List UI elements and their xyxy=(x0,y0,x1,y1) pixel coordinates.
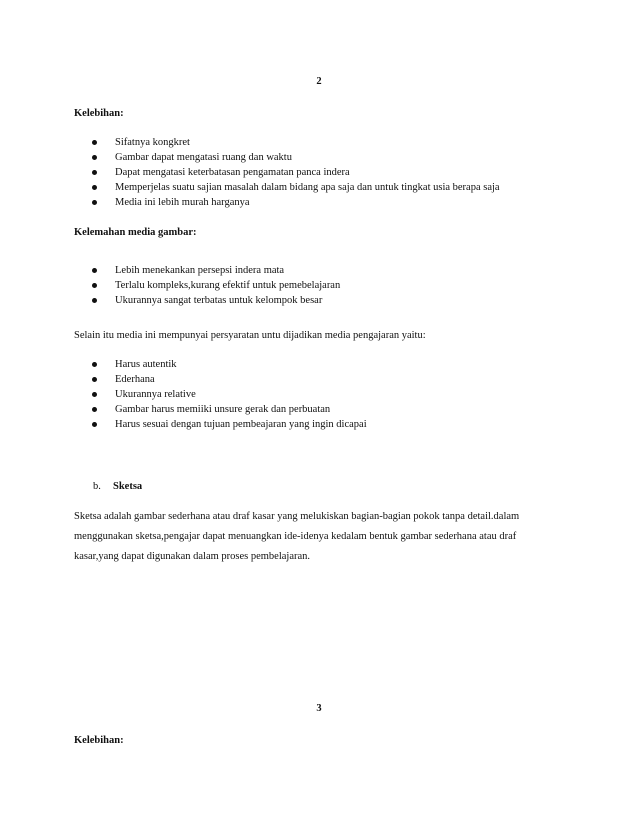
list-item: Gambar harus memiiki unsure gerak dan perbuatan xyxy=(91,402,367,417)
list-item: Gambar dapat mengatasi ruang dan waktu xyxy=(91,150,500,165)
bullet-icon xyxy=(92,185,97,190)
page-number: 2 xyxy=(316,76,322,87)
bullet-icon xyxy=(92,298,97,303)
bullet-icon xyxy=(92,392,97,397)
list-item: Dapat mengatasi keterbatasan pengamatan panca indera xyxy=(91,165,500,180)
section-letter: b. xyxy=(93,481,101,492)
kelebihan-heading: Kelebihan: xyxy=(74,735,124,746)
list-item: Media ini lebih murah harganya xyxy=(91,195,500,210)
sketsa-paragraph-line: menggunakan sketsa,pengajar dapat menuangkan ide-idenya kedalam bentuk gambar sederhana atau draf xyxy=(74,531,517,542)
bullet-icon xyxy=(92,407,97,412)
persyaratan-list xyxy=(91,357,367,432)
list-item: Sifatnya kongkret xyxy=(91,135,500,150)
bullet-icon xyxy=(92,200,97,205)
list-item: Terlalu kompleks,kurang efektif untuk pemebelajaran xyxy=(91,278,340,293)
list-item: Harus sesuai dengan tujuan pembeajaran yang ingin dicapai xyxy=(91,417,367,432)
bullet-icon xyxy=(92,268,97,273)
list-item: Memperjelas suatu sajian masalah dalam bidang apa saja dan untuk tingkat usia berapa saja xyxy=(91,180,500,195)
list-item: Ederhana xyxy=(91,372,367,387)
kelemahan-list xyxy=(91,263,340,308)
bullet-icon xyxy=(92,377,97,382)
bullet-icon xyxy=(92,140,97,145)
kelebihan-list xyxy=(91,135,500,210)
bullet-icon xyxy=(92,422,97,427)
bullet-icon xyxy=(92,170,97,175)
sketsa-paragraph-line: Sketsa adalah gambar sederhana atau draf kasar yang melukiskan bagian-bagian pokok tanpa detail.dalam xyxy=(74,511,520,522)
sketsa-paragraph-line: kasar,yang dapat digunakan dalam proses pembelajaran. xyxy=(74,551,311,562)
bullet-icon xyxy=(92,362,97,367)
bullet-icon xyxy=(92,283,97,288)
list-item: Ukurannya relative xyxy=(91,387,367,402)
section-sketsa-heading xyxy=(93,481,142,492)
bullet-icon xyxy=(92,155,97,160)
list-item: Ukurannya sangat terbatas untuk kelompok besar xyxy=(91,293,340,308)
list-item: Lebih menekankan persepsi indera mata xyxy=(91,263,340,278)
list-item: Harus autentik xyxy=(91,357,367,372)
kelemahan-heading: Kelemahan media gambar: xyxy=(74,227,197,238)
kelebihan-heading: Kelebihan: xyxy=(74,108,124,119)
page-number: 3 xyxy=(316,703,322,714)
persyaratan-text: Selain itu media ini mempunyai persyaratan untu dijadikan media pengajaran yaitu: xyxy=(74,330,426,341)
section-title: Sketsa xyxy=(113,481,143,492)
